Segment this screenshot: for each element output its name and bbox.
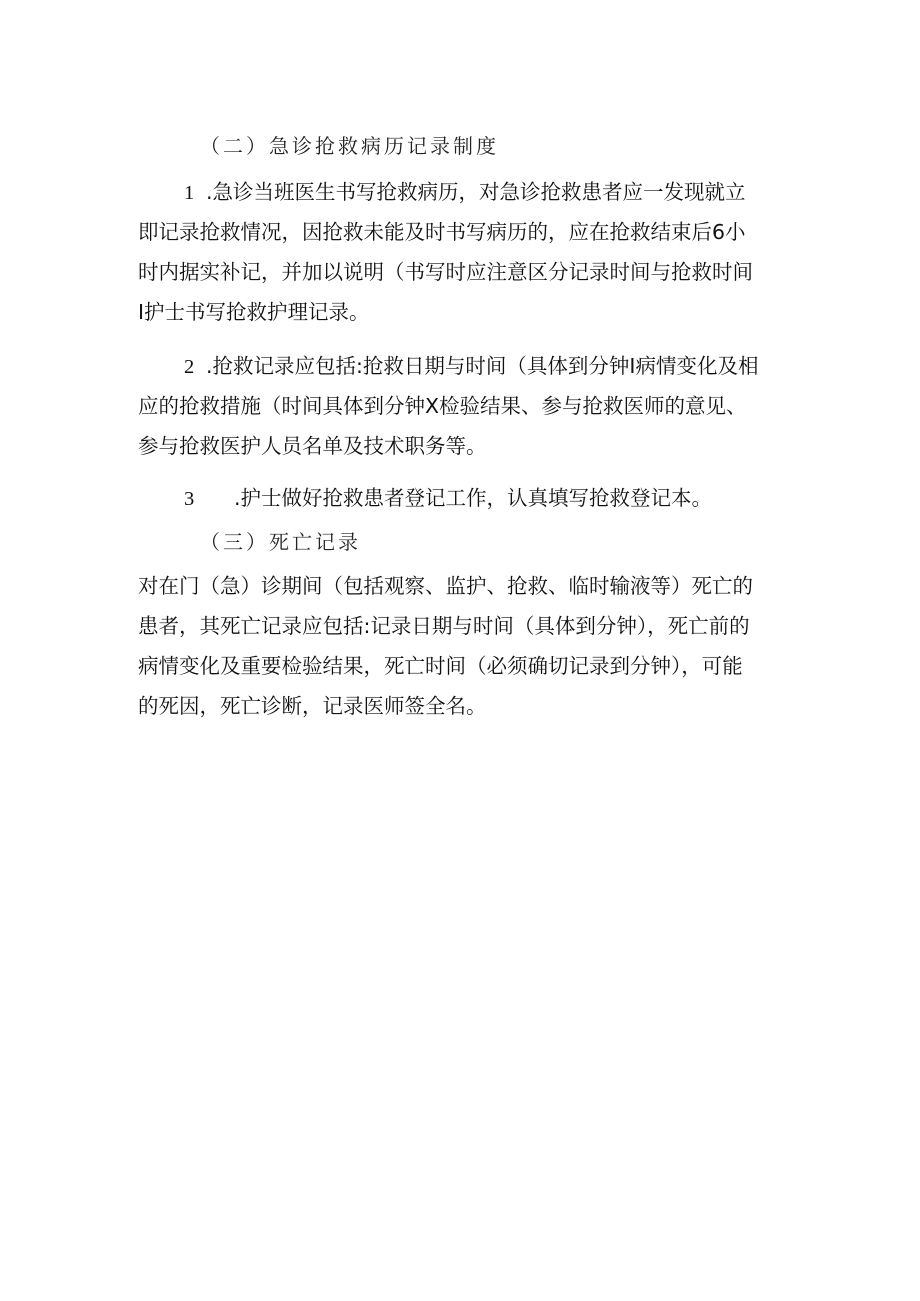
list-item-3-line-1: 3 .护士做好抢救患者登记工作，认真填写抢救登记本。 [138,478,788,518]
section-heading-death-records: （三）死亡记录 [200,530,361,554]
list-item-3-number: 3 [184,488,195,510]
list-item-1-line-2: 即记录抢救情况，因抢救未能及时书写病历的，应在抢救结束后6小 [138,220,746,244]
list-item-2-line-3: 参与抢救医护人员名单及技术职务等。 [138,434,487,458]
list-item-1-line-1: 1 .急诊当班医生书写抢救病历，对急诊抢救患者应一发现就立 [138,172,788,212]
list-item-2-line-2: 应的抢救措施（时间具体到分钟X检验结果、参与抢救医师的意见、 [138,394,747,418]
list-item-2-line-1: 2 .抢救记录应包括:抢救日期与时间（具体到分钟I病情变化及相 [138,346,788,386]
death-record-line-4: 的死因，死亡诊断，记录医师签全名。 [138,694,487,718]
list-item-1 [138,172,788,332]
list-item-2 [138,346,788,466]
list-item-1-line-3: 时内据实补记，并加以说明（书写时应注意区分记录时间与抢救时间 [138,260,753,284]
list-item-3 [138,478,788,518]
death-record-line-3: 病情变化及重要检验结果，死亡时间（必须确切记录到分钟），可能 [138,654,743,678]
death-record-line-1: 对在门（急）诊期间（包括观察、监护、抢救、临时输液等）死亡的 [138,574,753,598]
list-item-1-line-4: I护士书写抢救护理记录。 [138,300,370,324]
list-item-1-number: 1 [184,182,195,204]
list-item-2-number: 2 [184,356,195,378]
death-record-paragraph [138,566,788,726]
section-heading-emergency-records: （二）急诊抢救病历记录制度 [200,134,499,158]
death-record-line-2: 患者，其死亡记录应包括:记录日期与时间（具体到分钟），死亡前的 [138,614,750,638]
